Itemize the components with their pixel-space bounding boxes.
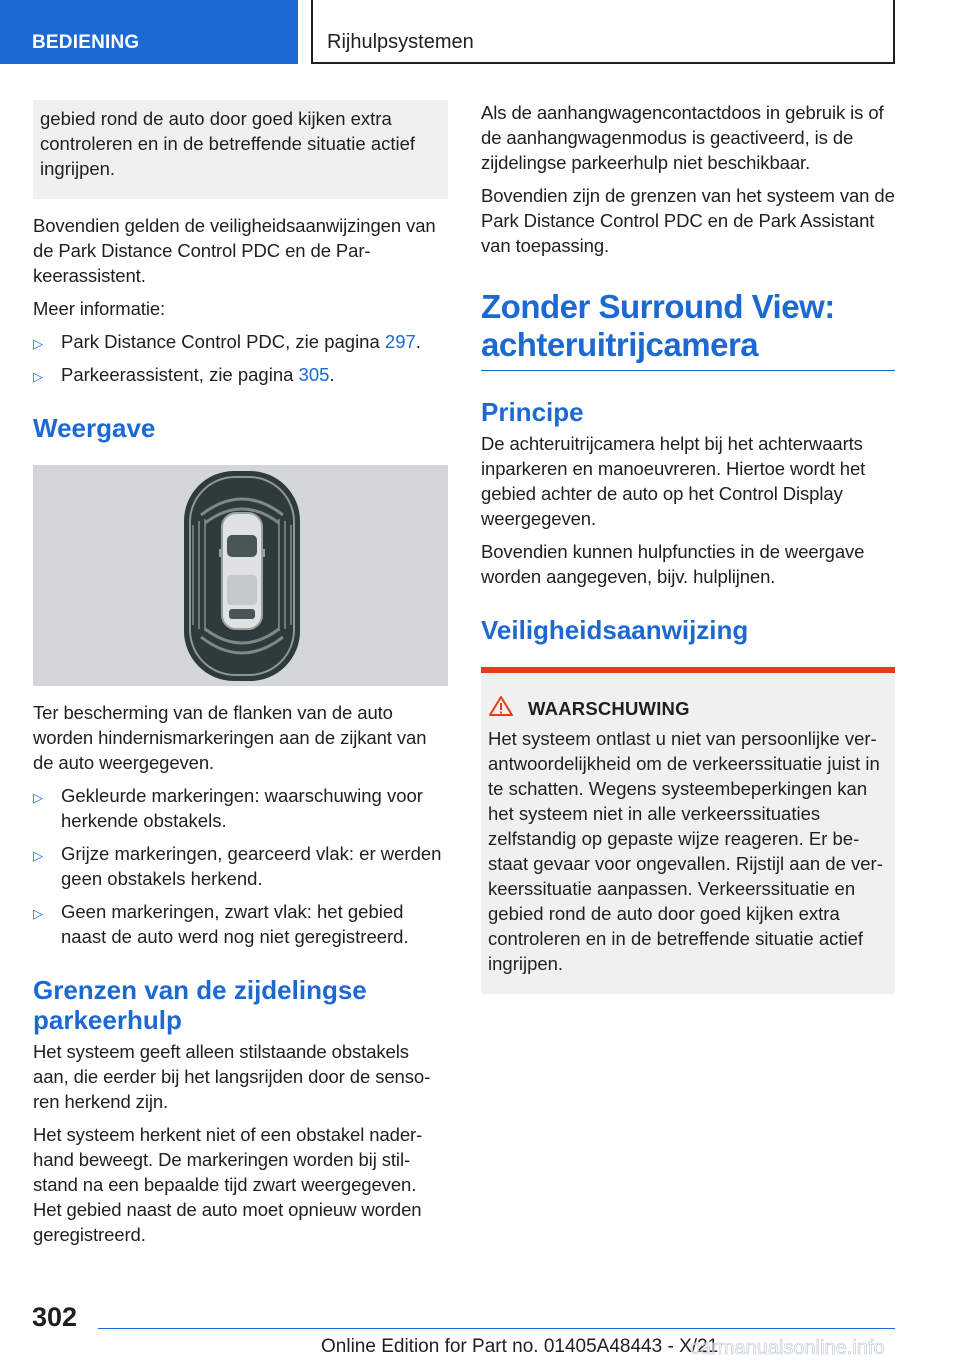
left-column [33, 100, 448, 1255]
heading-grenzen: Grenzen van de zijdelingse parkeerhulp [33, 975, 367, 1035]
list-item: ▷ Gekleurde markeringen: waarschuwing voor herkende obstakels. [33, 785, 423, 831]
triangle-bullet-icon: ▷ [33, 906, 43, 921]
warning-header [488, 695, 889, 722]
right-column [481, 100, 895, 994]
heading-principe: Principe [481, 397, 584, 427]
paragraph: Ter bescherming van de flanken van de auto worden hindernismarkeringen aan de zijkant van de auto weergegeven. [33, 702, 427, 773]
reference-list [33, 329, 448, 387]
side-parking-display-image [33, 465, 448, 686]
watermark-logo-text: carmanualsonline.info [690, 1337, 885, 1359]
triangle-bullet-icon: ▷ [33, 369, 43, 384]
page-number: 302 [32, 1302, 78, 1332]
triangle-bullet-icon: ▷ [33, 848, 43, 863]
page-link-297[interactable]: 297 [384, 331, 416, 352]
list-item: ▷ Parkeerassistent, zie pagina 305. [33, 362, 448, 387]
paragraph: Als de aanhangwagencontactdoos in gebruik is of de aanhangwagenmodus is geactiveerd, is de zijdelingse parkeerhulp niet beschikbaar. [481, 102, 884, 173]
paragraph: Het systeem herkent niet of een obstakel naderhand beweegt. De markeringen worden bij stilstand na een bepaalde tijd zwart weergegeven. Het gebied naast de auto moet opnieuw worden geregistreerd. [33, 1124, 423, 1245]
chapter-tab [311, 0, 895, 64]
paragraph: Meer informatie: [33, 298, 166, 319]
chapter-title: Rijhulpsystemen [327, 31, 474, 53]
footer-divider [98, 1328, 895, 1329]
car-top-view-illustration [33, 465, 448, 686]
paragraph: De achteruitrijcamera helpt bij het achterwaarts inparkeren en manoeuvreren. Hiertoe wordt het gebied achter de auto op het Control Display weergegeven. [481, 433, 866, 529]
triangle-bullet-icon: ▷ [33, 790, 43, 805]
continued-warning-text: gebied rond de auto door goed kijken extra controleren en in de betreffende situatie actief ingrijpen. [40, 108, 416, 179]
section-tab [0, 0, 298, 64]
section-title: BEDIENING [32, 32, 140, 53]
triangle-bullet-icon: ▷ [33, 336, 43, 351]
warning-title: WAARSCHUWING [528, 697, 690, 719]
list-item: ▷ Park Distance Control PDC, zie pagina 297. [33, 329, 448, 354]
warning-triangle-icon [488, 695, 528, 722]
warning-box [481, 667, 895, 994]
list-item: ▷ Grijze markeringen, gearceerd vlak: er werden geen obstakels herkend. [33, 843, 442, 889]
continued-warning-box [33, 100, 448, 199]
paragraph: Bovendien kunnen hulpfuncties in de weergave worden aangegeven, bijv. hulplijnen. [481, 541, 865, 587]
watermark-logo [690, 1336, 930, 1360]
heading-veiligheidsaanwijzing: Veiligheidsaanwijzing [481, 615, 749, 645]
marker-list [33, 783, 448, 949]
paragraph: Bovendien gelden de veiligheidsaanwijzingen van de Park Distance Control PDC en de Parkeerassistent. [33, 215, 436, 286]
heading-weergave: Weergave [33, 413, 156, 443]
paragraph: Het systeem geeft alleen stilstaande obstakels aan, die eerder bij het langsrijden door de sensoren herkend zijn. [33, 1041, 431, 1112]
warning-text: Het systeem ontlast u niet van persoonlijke verantwoordelijkheid om de verkeerssituatie juist in te schatten. Wegens systeembeperkingen kan het systeem niet in alle verkeerssituaties zelfstandig op gepaste wijze reageren. Er bestaat gevaar voor ongevallen. Rijstijl aan de verkeerssituatie aanpassen. Verkeerssituatie en gebied rond de auto door goed kijken extra controleren en in de betreffende situatie actief ingrijpen. [488, 728, 883, 974]
heading-zonder-surround-view: Zonder Surround View: achteruitrijcamera [481, 288, 895, 371]
list-item: ▷ Geen markeringen, zwart vlak: het gebied naast de auto werd nog niet geregistreerd. [33, 901, 409, 947]
footer-edition: Online Edition for Part no. 01405A48443 - X/21 [321, 1336, 719, 1357]
paragraph: Bovendien zijn de grenzen van het systeem van de Park Distance Control PDC en de Park Assistant van toepassing. [481, 185, 895, 256]
page-link-305[interactable]: 305 [298, 364, 330, 385]
